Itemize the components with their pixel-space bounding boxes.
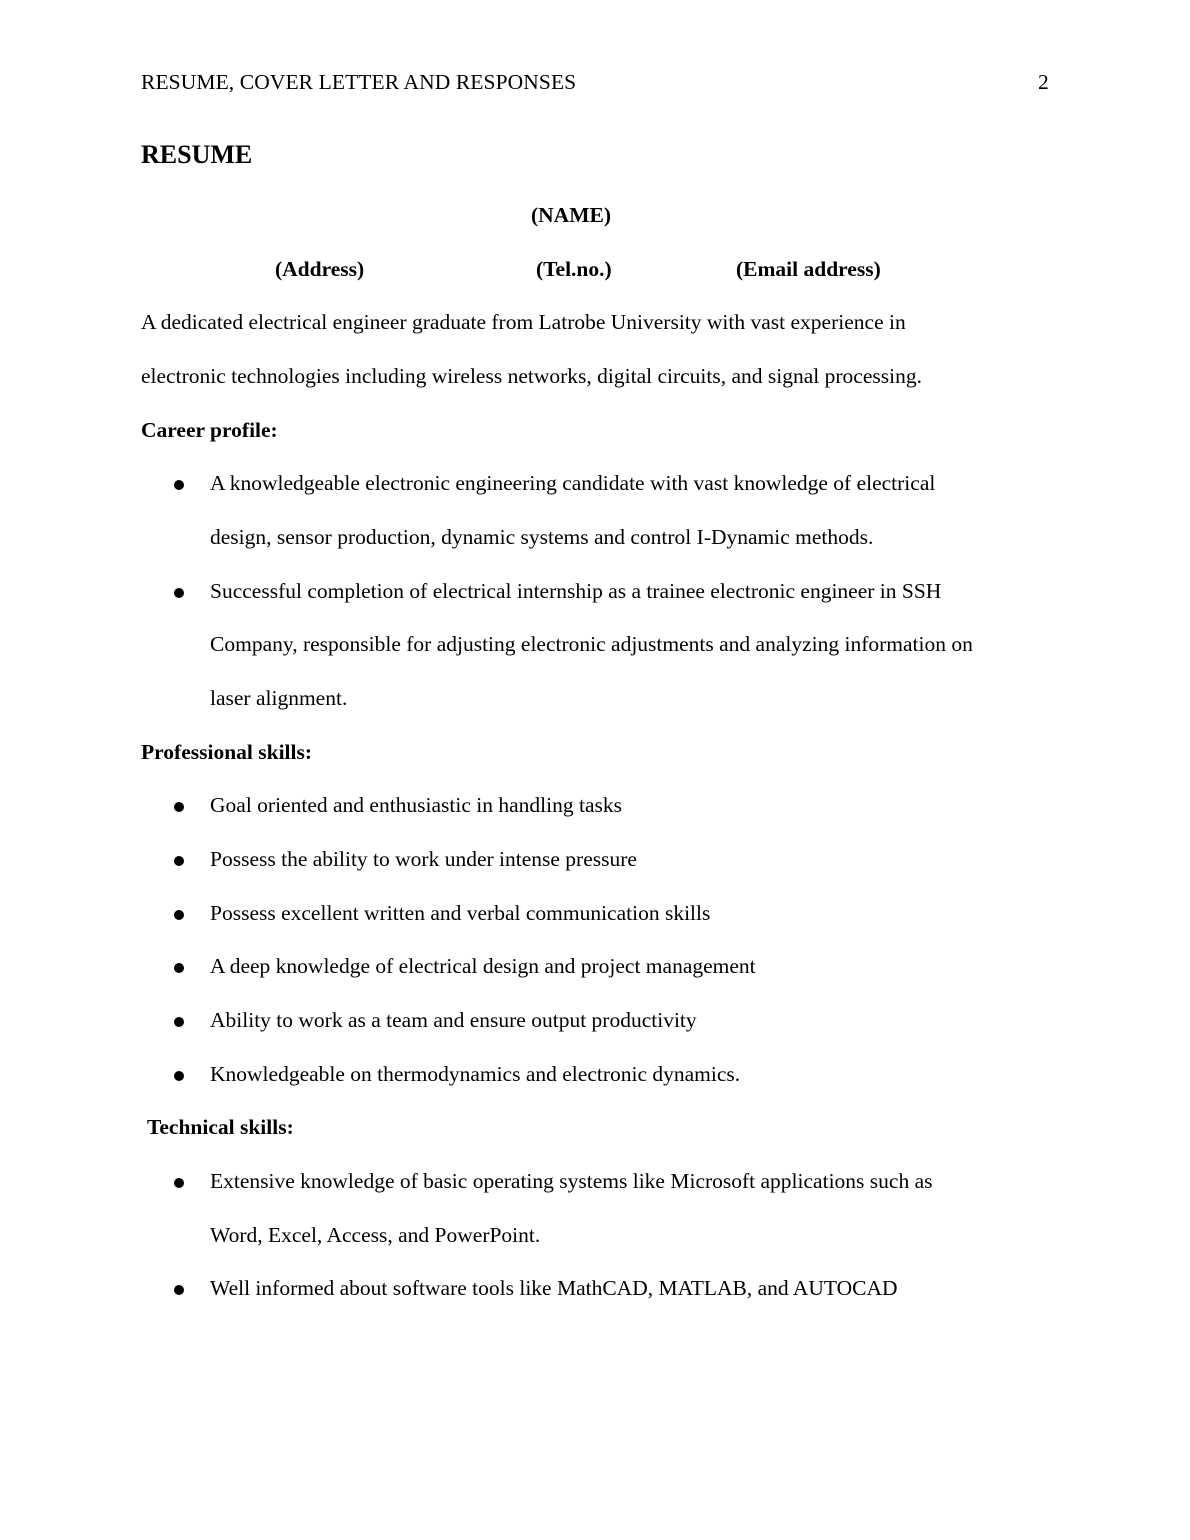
technical-skill-item-line: Extensive knowledge of basic operating systems like Microsoft applications such as xyxy=(210,1169,933,1193)
contact-address: (Address) xyxy=(275,257,365,281)
bullet-icon xyxy=(174,963,184,973)
candidate-name: (NAME) xyxy=(531,203,612,227)
career-profile-item-line: Company, responsible for adjusting electronic adjustments and analyzing information on xyxy=(210,632,973,656)
professional-skill-item: Knowledgeable on thermodynamics and electronic dynamics. xyxy=(210,1062,741,1086)
bullet-icon xyxy=(174,1071,184,1081)
page-number: 2 xyxy=(1038,70,1049,94)
contact-telephone: (Tel.no.) xyxy=(536,257,612,281)
technical-skill-item-line: Well informed about software tools like MathCAD, MATLAB, and AUTOCAD xyxy=(210,1276,898,1300)
bullet-icon xyxy=(174,910,184,920)
bullet-icon xyxy=(174,588,184,598)
professional-skill-item: Possess the ability to work under intense pressure xyxy=(210,847,637,871)
professional-skill-item: A deep knowledge of electrical design and project management xyxy=(210,954,756,978)
professional-skill-item: Ability to work as a team and ensure output productivity xyxy=(210,1008,697,1032)
contact-email: (Email address) xyxy=(736,257,881,281)
resume-title: RESUME xyxy=(141,140,253,169)
professional-skill-item: Possess excellent written and verbal communication skills xyxy=(210,901,711,925)
career-profile-item-line: laser alignment. xyxy=(210,686,348,710)
bullet-icon xyxy=(174,1285,184,1295)
bullet-icon xyxy=(174,802,184,812)
running-head: RESUME, COVER LETTER AND RESPONSES xyxy=(141,70,577,94)
technical-skill-item-line: Word, Excel, Access, and PowerPoint. xyxy=(210,1223,541,1247)
technical-skills-heading: Technical skills: xyxy=(147,1115,294,1139)
career-profile-item-line: Successful completion of electrical internship as a trainee electronic engineer in SSH xyxy=(210,579,942,603)
bullet-icon xyxy=(174,480,184,490)
bullet-icon xyxy=(174,856,184,866)
professional-skills-heading: Professional skills: xyxy=(141,740,313,764)
summary-line: A dedicated electrical engineer graduate from Latrobe University with vast experience in xyxy=(141,310,906,334)
career-profile-item-line: design, sensor production, dynamic systems and control I-Dynamic methods. xyxy=(210,525,874,549)
professional-skill-item: Goal oriented and enthusiastic in handling tasks xyxy=(210,793,622,817)
bullet-icon xyxy=(174,1178,184,1188)
career-profile-item-line: A knowledgeable electronic engineering candidate with vast knowledge of electrical xyxy=(210,471,936,495)
career-profile-heading: Career profile: xyxy=(141,418,278,442)
bullet-icon xyxy=(174,1017,184,1027)
summary-line: electronic technologies including wireless networks, digital circuits, and signal processing. xyxy=(141,364,922,388)
